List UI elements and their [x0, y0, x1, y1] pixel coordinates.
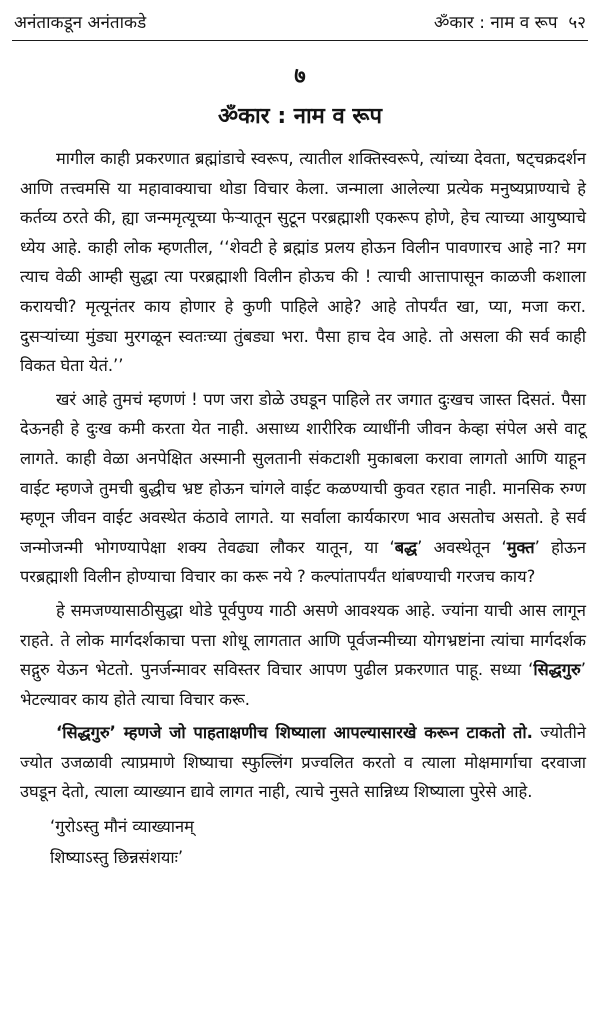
paragraph-3-text: ’ भेटल्यावर काय होते त्याचा विचार करू.	[20, 660, 586, 709]
header-chapter-title: ॐकार : नाम व रूप	[433, 13, 558, 33]
chapter-title: ॐकार : नाम व रूप	[218, 104, 382, 129]
chapter-number: ७	[294, 64, 306, 89]
book-title: अनंताकडून अनंताकडे	[14, 13, 147, 33]
verse-line-1: ‘गुरोऽस्तु मौनं व्याख्यानम्	[50, 817, 194, 837]
paragraph-2-text: ’ अवस्थेतून ‘	[417, 537, 507, 557]
header-divider	[12, 40, 588, 41]
paragraph-2-text: खरं आहे तुमचं म्हणणं ! पण जरा डोळे उघडून पाहिले तर जगात दुःखच जास्त दिसतं. पैसा देऊनही हे दुःख कमी करता येत नाही. असाध्य शारीरिक व्याधींनी जीवन केव्हा संपेल असे वाटू लागते. काही वेळा अनपेक्षित अस्मानी सुलतानी संकटाशी मुकाबला करावा लागतो आणि याहून वाईट म्हणजे तुमची बुद्धीच भ्रष्ट होऊन चांगले वाईट कळण्याची कुवत रहात नाही. मानसिक रुग्ण म्हणून जीवन वाईट अवस्थेत कंठावे लागते. या सर्वाला कार्यकारण भाव असतोच असतो. हे सर्व जन्मोजन्मी भोगण्यापेक्षा शक्य तेवढ्या लौकर यातून, या ‘	[20, 389, 586, 557]
running-chapter-title	[434, 10, 586, 36]
paragraph-2	[20, 385, 586, 592]
paragraph-4-text: ज्योतीने ज्योत उजळावी त्याप्रमाणे शिष्याचा स्फुल्लिंग प्रज्वलित करतो व त्याला मोक्षमार्गाचा दरवाजा उघडून देतो, त्याला व्याख्यान द्यावे लागत नाही, त्याचे नुसते सान्निध्य शिष्याला पुरेसे आहे.	[20, 723, 586, 802]
paragraph-4	[20, 718, 586, 807]
paragraph-1: मागील काही प्रकरणात ब्रह्मांडाचे स्वरूप, त्यातील शक्तिस्वरूपे, त्यांच्या देवता, षट्चक्रदर्शन आणि तत्त्वमसि या महावाक्याचा थोडा विचार केला. जन्माला आलेल्या प्रत्येक मनुष्यप्राण्याचे हे कर्तव्य ठरते की, ह्या जन्ममृत्यूच्या फेऱ्यातून सुटून परब्रह्माशी एकरूप होणे, हेच त्याच्या आयुष्याचे ध्येय आहे. काही लोक म्हणतील, ‘‘शेवटी हे ब्रह्मांड प्रलय होऊन विलीन पावणारच आहे ना? मग त्याच वेळी आम्ही सुद्धा त्या परब्रह्माशी विलीन होऊच की ! त्याची आत्तापासून काळजी कशाला करायची? मृत्यूनंतर काय होणार हे कुणी पाहिले आहे? आहे तोपर्यंत खा, प्या, मजा करा. दुसऱ्यांच्या मुंड्या मुरगळून स्वतःच्या तुंबड्या भरा. पैसा हाच देव आहे. तो असला की सर्व काही विकत घेता येतं.’’	[20, 149, 586, 376]
bold-term-baddha: बद्ध	[394, 537, 418, 557]
paragraph-3-text: हे समजण्यासाठीसुद्धा थोडे पूर्वपुण्य गाठी असणे आवश्यक आहे. ज्यांना याची आस लागून राहते. ते लोक मार्गदर्शकाचा पत्ता शोधू लागतात आणि पूर्वजन्मीच्या योगभ्रष्टांना त्यांचा मार्गदर्शक सद्गुरु येऊन भेटतो. पुनर्जन्मावर सविस्तर विचार आपण पुढील प्रकरणात पाहू. सध्या ‘	[20, 600, 586, 680]
bold-term-siddhaguru: सिद्धगुरु	[533, 660, 581, 680]
paragraph-3	[20, 596, 586, 714]
page-number: ५२	[568, 13, 586, 33]
running-header	[14, 10, 586, 36]
verse-line-2: शिष्याऽस्तु छिन्नसंशयाः’	[50, 848, 184, 868]
paragraph-4-bold-lead: ‘सिद्धगुरु’ म्हणजे जो पाहताक्षणीच शिष्याला आपल्यासारखे करून टाकतो तो.	[56, 723, 533, 743]
bold-term-mukta: मुक्त	[506, 537, 535, 557]
body-text	[20, 144, 586, 873]
sanskrit-verse	[20, 811, 586, 873]
paragraph-2-text: ’ होऊन परब्रह्माशी विलीन होण्याचा विचार का करू नये ? कल्पांतापर्यंत थांबण्याची गरजच काय?	[20, 537, 586, 587]
